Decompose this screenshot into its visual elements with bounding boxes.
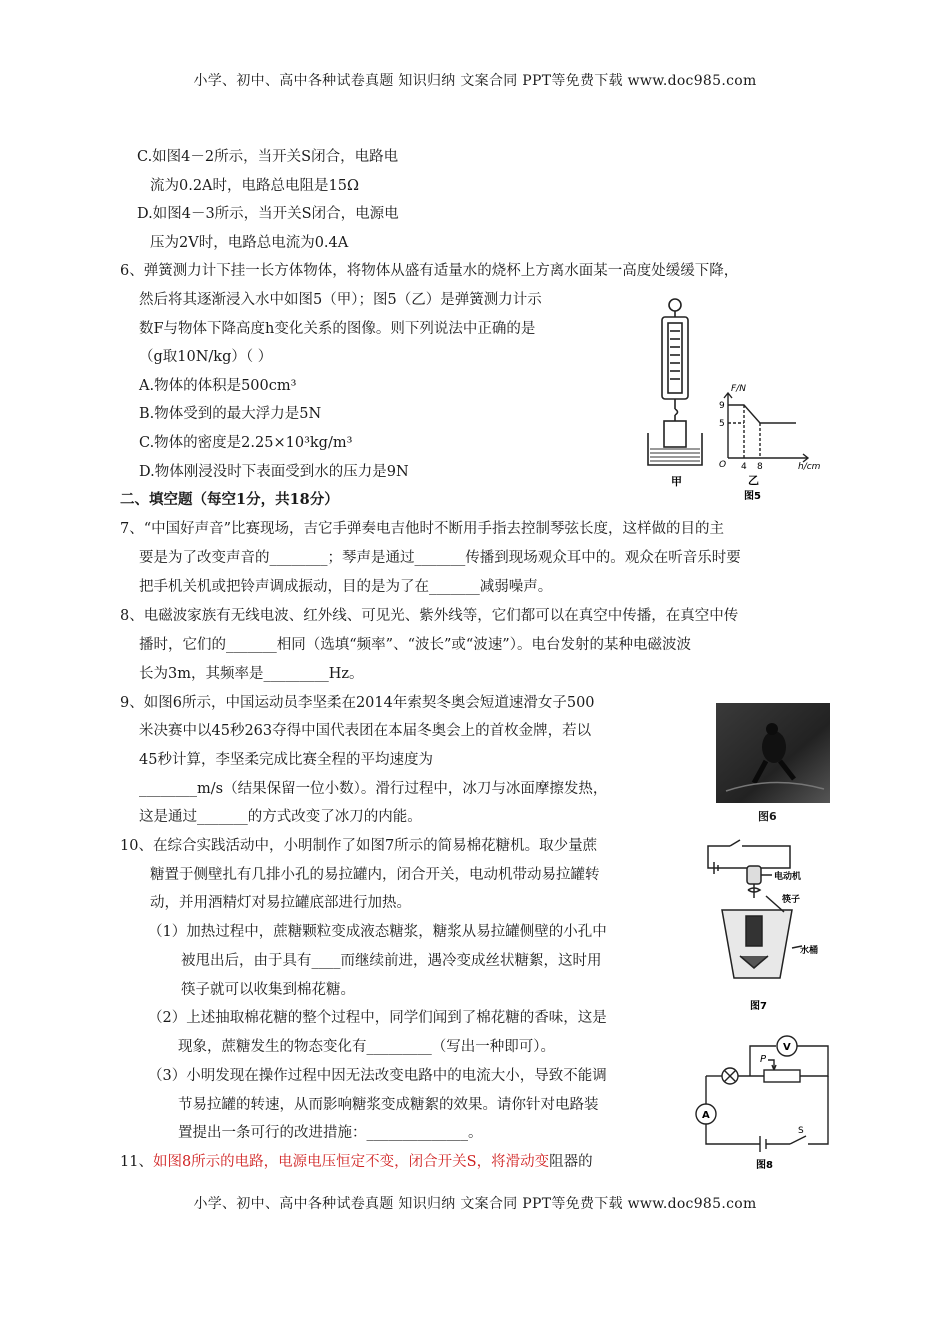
fig5-origin: O xyxy=(719,460,727,470)
q10-part-2-cont: 现象，蔗糖发生的物态变化有_________（写出一种即可）。 xyxy=(178,1039,555,1055)
q10-line-2: 糖置于侧壁扎有几排小孔的易拉罐内，闭合开关，电动机带动易拉罐转 xyxy=(150,867,600,883)
q10-part-2: （2）上述抽取棉花糖的整个过程中，同学们闻到了棉花糖的香味，这是 xyxy=(148,1010,607,1026)
q10-part-1-cont-b: 筷子就可以收集到棉花糖。 xyxy=(181,982,355,998)
q6-option-d: D.物体刚浸没时下表面受到水的压力是9N xyxy=(139,464,409,480)
q6-line-4: （g取10N/kg）（ ） xyxy=(139,349,273,365)
q5-option-d: D.如图4－3所示，当开关S闭合，电源电 xyxy=(137,206,399,222)
q5-option-c: C.如图4－2所示，当开关S闭合，电路电 xyxy=(137,149,399,165)
beaker-water xyxy=(650,449,700,461)
q9-line-3: 45秒计算，李坚柔完成比赛全程的平均速度为 xyxy=(139,752,433,768)
q9-line-2: 米决赛中以45秒263夺得中国代表团在本届冬奥会上的首枚金牌，若以 xyxy=(139,723,592,739)
q6-line-1: 6、弹簧测力计下挂一长方体物体，将物体从盛有适量水的烧杯上方离水面某一高度处缓缓下降， xyxy=(120,263,739,279)
q10-line-1: 10、在综合实践活动中，小明制作了如图7所示的简易棉花糖机。取少量蔗 xyxy=(120,838,598,854)
q5-option-d-cont: 压为2V时，电路总电流为0.4A xyxy=(150,235,349,251)
q10-part-3: （3）小明发现在操作过程中因无法改变电路中的电流大小，导致不能调 xyxy=(148,1068,607,1084)
q8-line-3: 长为3m，其频率是_________Hz。 xyxy=(139,666,364,682)
fig5-ylabel: F/N xyxy=(731,384,746,394)
page-header: 小学、初中、高中各种试卷真题 知识归纳 文案合同 PPT等免费下载 www.doc985.com xyxy=(193,73,757,89)
q9-line-4: ________m/s（结果保留一位小数）。滑行过程中，冰刀与冰面摩擦发热， xyxy=(139,781,608,797)
q9-line-5: 这是通过_______的方式改变了冰刀的内能。 xyxy=(139,809,422,825)
fig8-caption: 图8 xyxy=(756,1160,773,1170)
fig5-yi-label: 乙 xyxy=(748,474,759,487)
q6-option-b: B.物体受到的最大浮力是5N xyxy=(139,406,322,422)
fig7-chopsticks-label: 筷子 xyxy=(782,895,801,905)
q6-option-c: C.物体的密度是2.25×10³kg/m³ xyxy=(139,435,353,451)
fig5-caption: 图5 xyxy=(744,491,761,502)
fig5-x4: 4 xyxy=(741,462,747,472)
q8-line-2: 播时，它们的_______相同（选填“频率”、“波长”或“波速”）。电台发射的某种电磁波波 xyxy=(139,637,691,653)
fig5-y5: 5 xyxy=(719,419,725,429)
page-footer: 小学、初中、高中各种试卷真题 知识归纳 文案合同 PPT等免费下载 www.doc985.com xyxy=(193,1196,757,1212)
fh-graph xyxy=(724,393,808,462)
q6-line-3: 数F与物体下降高度h变化关系的图像。则下列说法中正确的是 xyxy=(139,321,536,337)
q7-line-1: 7、“中国好声音”比赛现场，吉它手弹奏电吉他时不断用手指去控制琴弦长度，这样做的目的主 xyxy=(120,521,725,537)
fig8-s-label: S xyxy=(798,1126,804,1136)
q10-part-1: （1）加热过程中，蔗糖颗粒变成液态糖浆，糖浆从易拉罐侧壁的小孔中 xyxy=(148,924,607,940)
q11-rest-text: 阻器的 xyxy=(549,1154,593,1170)
fig5-x8: 8 xyxy=(757,462,763,472)
figure-8 xyxy=(690,1030,840,1170)
q10-line-3: 动，并用酒精灯对易拉罐底部进行加热。 xyxy=(150,895,411,911)
q5-option-c-cont: 流为0.2A时，电路总电阻是15Ω xyxy=(150,178,360,194)
fig7-bucket-label: 水桶 xyxy=(800,946,819,956)
figure-7 xyxy=(700,838,830,1018)
q6-line-2: 然后将其逐渐浸入水中如图5（甲）；图5（乙）是弹簧测力计示 xyxy=(139,292,542,308)
fig8-p-label: P xyxy=(760,1054,767,1065)
spring-scale-drawing xyxy=(648,299,702,465)
fig5-xlabel: h/cm xyxy=(798,462,821,472)
fig8-v-label: V xyxy=(783,1042,791,1053)
figure-5 xyxy=(640,293,840,503)
q6-option-a: A.物体的体积是500cm³ xyxy=(139,378,297,394)
fig8-a-label: A xyxy=(702,1110,710,1121)
q10-part-1-cont-a: 被甩出后，由于具有____而继续前进，遇冷变成丝状糖絮，这时用 xyxy=(181,953,602,969)
fig7-motor-label: 电动机 xyxy=(774,872,802,882)
fig7-caption: 图7 xyxy=(750,1001,767,1012)
q11-number: 11、 xyxy=(120,1154,153,1170)
fig6-caption: 图6 xyxy=(758,810,777,823)
q7-line-3: 把手机关机或把铃声调成振动，目的是为了在_______减弱噪声。 xyxy=(139,579,553,595)
q7-line-2: 要是为了改变声音的________；琴声是通过_______传播到现场观众耳中的。观众在听音乐时要 xyxy=(139,550,741,566)
section-2-title: 二、填空题（每空1分，共18分） xyxy=(120,491,339,508)
q11-line-1 xyxy=(120,1153,593,1171)
q9-line-1: 9、如图6所示，中国运动员李坚柔在2014年索契冬奥会短道速滑女子500 xyxy=(120,695,595,711)
figure-6-photo xyxy=(716,703,830,803)
fig5-jia-label: 甲 xyxy=(671,475,682,488)
q10-part-3-cont-b: 置提出一条可行的改进措施：______________。 xyxy=(178,1125,483,1141)
q10-part-3-cont-a: 节易拉罐的转速，从而影响糖浆变成糖絮的效果。请你针对电路装 xyxy=(178,1097,599,1113)
q8-line-1: 8、电磁波家族有无线电波、红外线、可见光、紫外线等，它们都可以在真空中传播，在真空中传 xyxy=(120,608,739,624)
q11-red-text: 如图8所示的电路，电源电压恒定不变，闭合开关S，将滑动变 xyxy=(152,1154,550,1170)
fig5-y9: 9 xyxy=(719,401,725,411)
